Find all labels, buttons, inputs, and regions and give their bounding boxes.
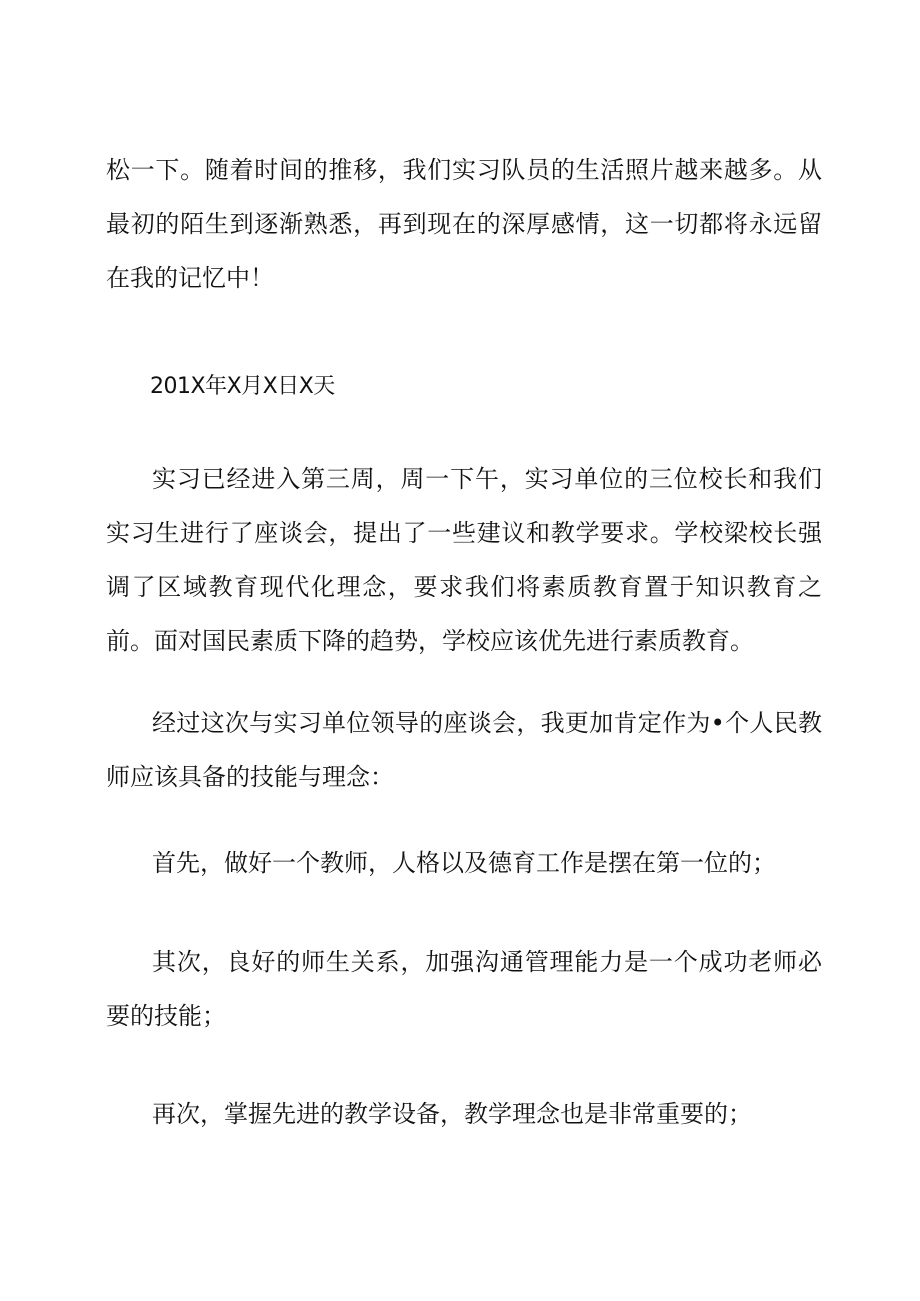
diary-date-heading: 201X年X月X日X天 bbox=[150, 374, 335, 399]
paragraph-second-point: 其次，良好的师生关系，加强沟通管理能力是一个成功老师必要的技能； bbox=[106, 948, 822, 1030]
paragraph-continuation: 松一下。随着时间的推移，我们实习队员的生活照片越来越多。从最初的陌生到逐渐熟悉，再到现在的深厚感情，这一切都将永远留在我的记忆中！ bbox=[106, 156, 822, 292]
paragraph-first-point: 首先，做好一个教师，人格以及德育工作是摆在第一位的； bbox=[152, 849, 776, 877]
paragraph-symposium: 实习已经进入第三周，周一下午，实习单位的三位校长和我们实习生进行了座谈会，提出了一些建议和教学要求。学校梁校长强调了区域教育现代化理念，要求我们将素质教育置于知识教育之前。面对国民素质下降的趋势，学校应该优先进行素质教育。 bbox=[106, 465, 822, 655]
paragraph-third-point: 再次，掌握先进的教学设备，教学理念也是非常重要的； bbox=[152, 1100, 752, 1128]
paragraph-reflection: 经过这次与实习单位领导的座谈会，我更加肯定作为•个人民教师应该具备的技能与理念： bbox=[106, 709, 822, 791]
